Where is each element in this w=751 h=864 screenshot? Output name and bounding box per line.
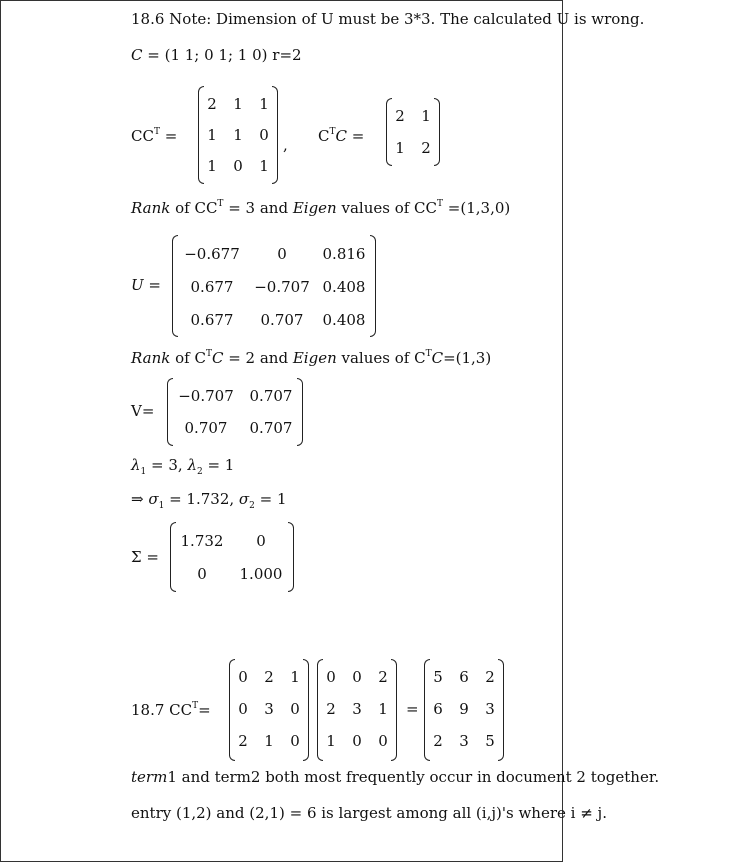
cell: 2 (207, 94, 217, 113)
cell: 1 (233, 94, 243, 113)
eigen-word: Eigen (292, 349, 337, 367)
sigma-label (131, 550, 159, 565)
cell: 0.707 (249, 387, 293, 405)
term-line (131, 770, 659, 785)
q187-matrix-1 (229, 659, 309, 761)
sigma-var: Σ = (131, 548, 159, 566)
cell: 1 (259, 94, 269, 113)
cell: −0.707 (254, 277, 310, 296)
cell: 0 (197, 564, 207, 583)
cell: 0 (233, 156, 243, 175)
cct-grid (204, 86, 272, 184)
v-matrix (167, 378, 303, 446)
sigma-matrix (170, 522, 294, 592)
cell: 0.408 (322, 310, 366, 329)
cell: 1 (207, 125, 217, 144)
cell: 1 (264, 732, 274, 750)
c-definition (131, 48, 302, 63)
cell: 3 (485, 700, 495, 718)
cell: 1 (395, 139, 405, 157)
q187-sup: T (192, 701, 199, 711)
lambda-1-val: = 3, (146, 456, 188, 474)
rank-var: C (211, 349, 224, 367)
ctc-eq: = (346, 127, 365, 145)
rank-cct-line (131, 200, 510, 216)
rank-word: Rank (131, 199, 171, 217)
m2-grid (323, 659, 391, 761)
cell: 0 (290, 732, 300, 750)
note-text: 18.6 Note: Dimension of U must be 3*3. The calculated U is wrong. (131, 10, 645, 28)
eigen-word: Eigen (292, 199, 337, 217)
implies-arrow: ⇒ (131, 490, 149, 508)
cct-label (131, 128, 177, 144)
rank-of: of C (170, 349, 206, 367)
term-word: term (131, 768, 168, 786)
u-matrix (172, 235, 376, 337)
lambda-2-val: = 1 (202, 456, 235, 474)
cell: −0.677 (184, 244, 240, 263)
rank-of: of CC (170, 199, 218, 217)
lambda-line (131, 458, 234, 477)
cct-comma (283, 138, 288, 153)
cell: 0.707 (249, 419, 293, 437)
eigen-values: =(1,3) (443, 349, 492, 367)
cell: 0.408 (322, 277, 366, 296)
cell: 0 (238, 668, 248, 686)
entry-text: entry (1,2) and (2,1) = 6 is largest among all (i,j)'s where i ≠ j. (131, 804, 607, 822)
sigma-1-sub: 1 (158, 501, 165, 511)
cell: 1 (378, 700, 388, 718)
sigma-line (131, 492, 287, 511)
cell: 0 (259, 125, 269, 144)
v-grid (173, 378, 297, 446)
cct-lhs: CC (131, 127, 154, 145)
lambda-1: λ (131, 456, 141, 474)
q187-matrix-2 (317, 659, 397, 761)
rank-sup2: T (437, 199, 444, 209)
cct-sup: T (153, 127, 160, 137)
ctc-sup: T (329, 127, 336, 137)
cell: 1 (233, 125, 243, 144)
cell: 0 (238, 700, 248, 718)
q187-eq2 (406, 702, 419, 717)
u-grid (178, 235, 370, 337)
rank-word: Rank (131, 349, 171, 367)
q187-eq: = (198, 701, 211, 719)
rank-ctc-line (131, 350, 491, 366)
ctc-label (318, 128, 364, 144)
cell: 0 (352, 668, 362, 686)
ctc-c: C (318, 127, 330, 145)
cct-eq: = (159, 127, 178, 145)
q187-label (131, 702, 211, 718)
cell: 0.707 (184, 419, 228, 437)
cct-matrix (198, 86, 278, 184)
q187-matrix-3 (424, 659, 504, 761)
cell: 1 (259, 156, 269, 175)
cell: 0.677 (190, 310, 234, 329)
sigma-2-val: = 1 (254, 490, 287, 508)
cell: 0 (326, 668, 336, 686)
cell: 1.000 (239, 564, 283, 583)
cell: 2 (264, 668, 274, 686)
ctc-grid (392, 98, 434, 166)
cell: 5 (433, 668, 443, 686)
cell: 2 (421, 139, 431, 157)
u-label (131, 278, 161, 293)
rank-tail: values of C (336, 349, 426, 367)
comma: , (283, 136, 288, 154)
cell: 6 (433, 700, 443, 718)
cell: 3 (459, 732, 469, 750)
cell: 1 (207, 156, 217, 175)
cell: 2 (326, 700, 336, 718)
sigma-grid (176, 522, 288, 592)
cell: 1 (421, 107, 431, 125)
cell: 6 (459, 668, 469, 686)
cell: 9 (459, 700, 469, 718)
v-var: V= (131, 402, 155, 420)
sigma-2-sub: 2 (249, 501, 255, 511)
u-eq: = (143, 276, 161, 294)
cell: 1.732 (180, 531, 224, 550)
ctc-matrix (386, 98, 440, 166)
cell: 0 (378, 732, 388, 750)
rank-tail: values of CC (336, 199, 438, 217)
rank-var2: C (431, 349, 444, 367)
term-rest: 1 and term2 both most frequently occur in document 2 together. (167, 768, 660, 786)
equals: = (406, 700, 419, 718)
cell: 1 (326, 732, 336, 750)
sigma-1: σ (148, 490, 159, 508)
cell: 0 (290, 700, 300, 718)
m3-grid (430, 659, 498, 761)
cell: 0 (277, 244, 287, 263)
cell: 5 (485, 732, 495, 750)
u-var: U (131, 276, 144, 294)
cell: 0.677 (190, 277, 234, 296)
cell: 2 (395, 107, 405, 125)
cell: 3 (264, 700, 274, 718)
rank-mid: = 3 and (223, 199, 293, 217)
note-line (131, 12, 644, 27)
cell: 2 (433, 732, 443, 750)
cell: −0.707 (178, 387, 234, 405)
cell: 0 (352, 732, 362, 750)
m1-grid (235, 659, 303, 761)
cell: 0.816 (322, 244, 366, 263)
sigma-2: σ (238, 490, 250, 508)
lambda-2: λ (187, 456, 197, 474)
sigma-1-val: = 1.732, (164, 490, 239, 508)
rank-sup2: T (425, 349, 432, 359)
cell: 0.707 (260, 310, 304, 329)
q187-cc: 18.7 CC (131, 701, 193, 719)
lambda-1-sub: 1 (140, 467, 147, 477)
rank-mid: = 2 and (223, 349, 293, 367)
rank-sup: T (217, 199, 224, 209)
cell: 2 (485, 668, 495, 686)
cell: 0 (256, 531, 266, 550)
entry-line (131, 806, 607, 821)
lambda-2-sub: 2 (196, 467, 203, 477)
ctc-var: C (335, 127, 347, 145)
c-value: = (1 1; 0 1; 1 0) r=2 (142, 46, 302, 64)
rank-sup: T (205, 349, 212, 359)
cell: 3 (352, 700, 362, 718)
v-label (131, 404, 154, 419)
eigen-values: =(1,3,0) (443, 199, 511, 217)
cell: 2 (238, 732, 248, 750)
c-var: C (131, 46, 143, 64)
cell: 1 (290, 668, 300, 686)
cell: 2 (378, 668, 388, 686)
